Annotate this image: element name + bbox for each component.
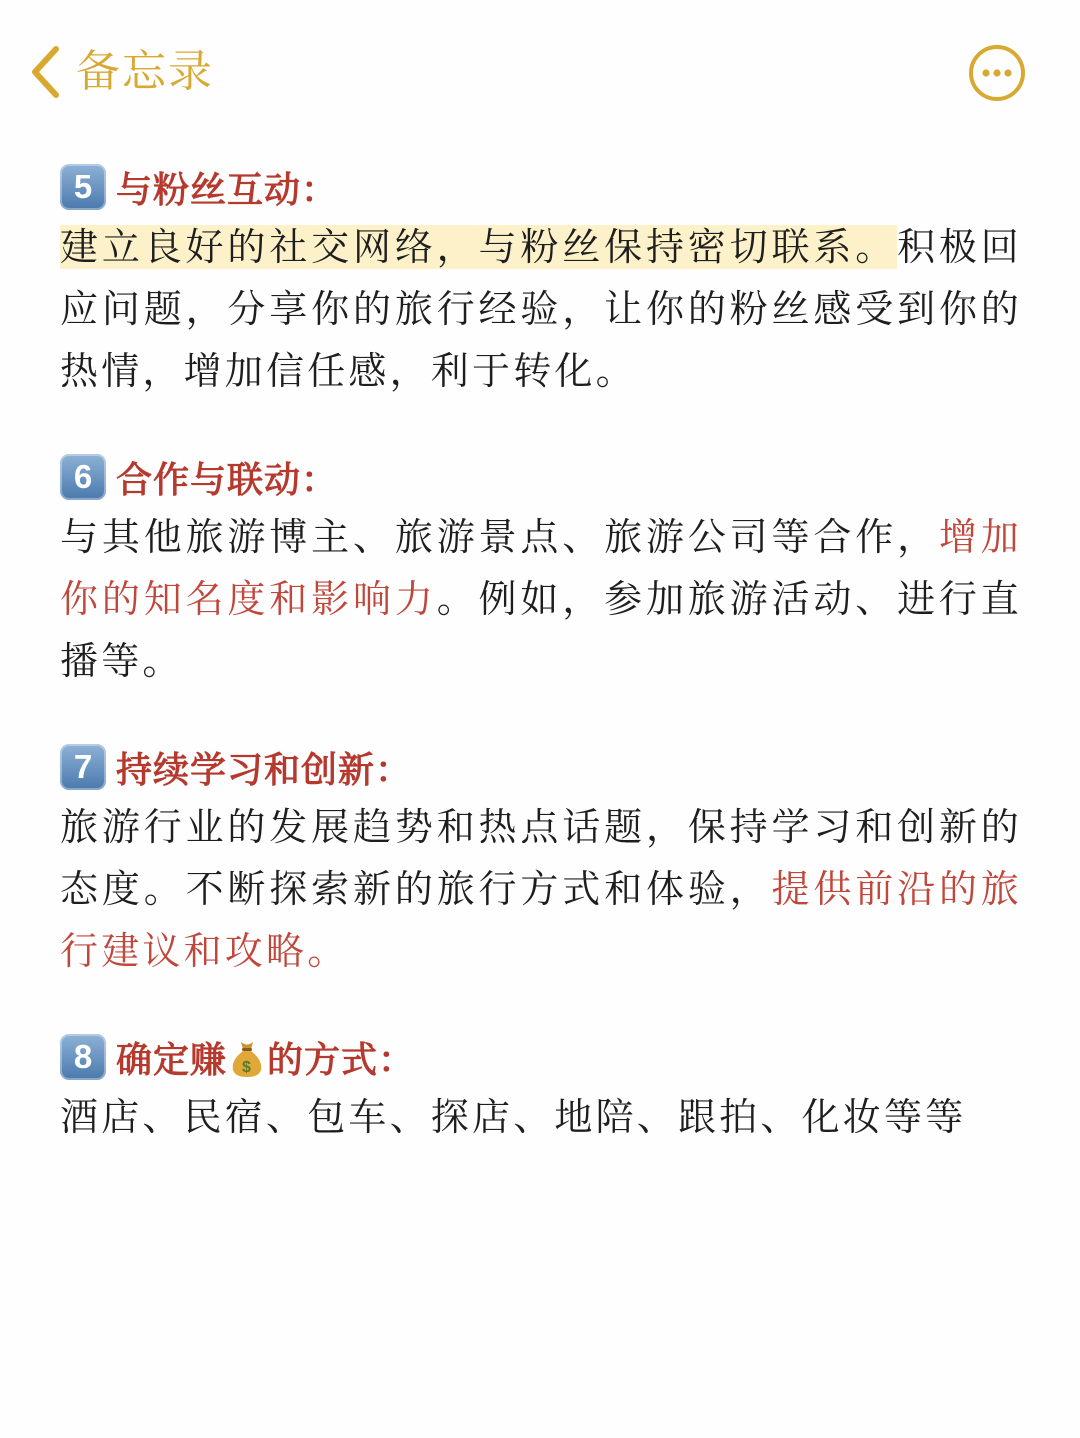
section-6 [60,448,1022,692]
body-text: 积极回应问题，分享你的旅行经验，让你的粉丝感受到你的热情，增加信任感，利于转化。 [60,225,1022,393]
money-bag-icon [229,1038,265,1078]
navigation-bar [0,0,1080,150]
back-label: 备忘录 [76,46,214,97]
section-title: 持续学习和创新： [116,749,413,791]
back-button[interactable] [28,38,214,106]
body-text: 与其他旅游博主、旅游景点、旅游公司等合作， [60,515,939,559]
number-badge: 7 [60,744,106,790]
section-heading [60,158,1022,216]
title-text: 的方式： [267,1039,416,1081]
section-body: 酒店、民宿、包车、探店、地陪、跟拍、化妆等等 [60,1095,967,1139]
note-content [60,158,1022,1194]
body-text: 。例如，参加旅游活动、进行直播等。 [60,577,1022,683]
ellipsis-circle-icon [968,44,1026,102]
title-text: 确定赚 [116,1039,228,1081]
section-8 [60,1028,1022,1148]
section-5 [60,158,1022,402]
section-heading [60,738,1022,796]
more-button[interactable] [968,44,1026,102]
section-heading [60,1028,1022,1086]
emphasis-text: 增加你的知名度和影响力 [60,515,1023,621]
chevron-left-icon [28,45,62,99]
highlighted-text: 建立良好的社交网络，与粉丝保持密切联系。 [60,225,898,269]
section-7 [60,738,1022,982]
section-heading [60,448,1022,506]
number-badge: 6 [60,454,106,500]
section-body [60,216,1022,402]
svg-text:$: $ [242,1058,252,1076]
body-text: 旅游行业的发展趋势和热点话题，保持学习和创新的态度。不断探索新的旅行方式和体验， [60,805,1022,911]
section-title [116,1032,415,1083]
section-body [60,506,1022,692]
emphasis-text: 提供前沿的旅行建议和攻略。 [60,867,1023,973]
section-title: 与粉丝互动： [116,169,339,211]
number-badge: 8 [60,1034,106,1080]
section-body [60,796,1022,982]
number-badge: 5 [60,164,106,210]
section-title: 合作与联动： [116,459,339,501]
